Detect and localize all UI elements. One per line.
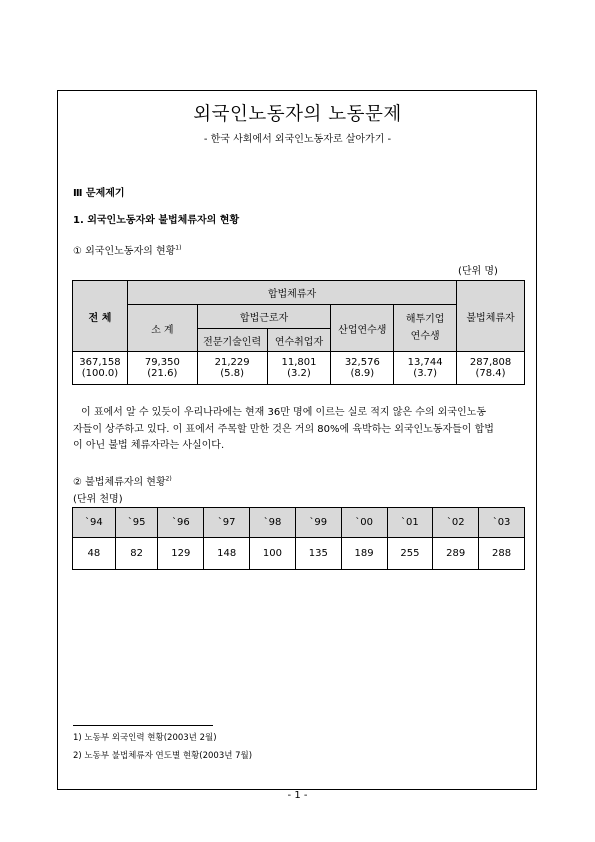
value-cell: 148 <box>204 538 250 570</box>
document-title: 외국인노동자의 노동문제 <box>193 104 402 125</box>
body-paragraph <box>73 405 533 455</box>
cell-trainee-employee: 11,801 (3.2) <box>267 352 331 385</box>
foreign-worker-table <box>72 280 525 385</box>
page-number: - 1 - <box>287 790 308 801</box>
header-illegal-residents: 불법체류자 <box>457 281 525 352</box>
header-professional: 전문기술인력 <box>197 329 267 352</box>
value-cell: 189 <box>341 538 387 570</box>
footnote-ref-1: 1) <box>175 244 182 252</box>
item2-label: ② 불법체류자의 현황 <box>73 477 166 488</box>
value-cell: 288 <box>479 538 525 570</box>
value-cell: 82 <box>115 538 158 570</box>
value-cell: 135 <box>295 538 341 570</box>
section-heading: Ⅲ 문제제기 <box>73 188 125 199</box>
paragraph-line-2: 자들이 상주하고 있다. 이 표에서 주목할 만한 것은 거의 80%에 육박하는 외국인노동자들이 합법 <box>73 423 494 435</box>
document-subtitle: - 한국 사회에서 외국인노동자로 살아가기 - <box>203 134 392 145</box>
table-row <box>73 352 525 385</box>
value-cell: 289 <box>433 538 479 570</box>
year-row <box>73 508 525 538</box>
year-cell: `96 <box>158 508 204 538</box>
header-overseas-trainee: 해투기업 연수생 <box>394 305 457 352</box>
footnote-divider <box>73 725 213 726</box>
year-cell: `97 <box>204 508 250 538</box>
table1-unit: (단위 명) <box>458 266 498 277</box>
value-cell: 255 <box>387 538 433 570</box>
paragraph-line-3: 이 아닌 불법 체류자라는 사실이다. <box>73 440 225 451</box>
year-cell: `00 <box>341 508 387 538</box>
value-cell: 100 <box>250 538 296 570</box>
footnote-2: 2) 노동부 불법체류자 연도별 현황(2003년 7월) <box>73 751 253 761</box>
cell-illegal: 287,808 (78.4) <box>457 352 525 385</box>
item2-heading <box>73 473 172 488</box>
value-cell: 129 <box>158 538 204 570</box>
value-cell: 48 <box>73 538 116 570</box>
cell-industrial-trainee: 32,576 (8.9) <box>331 352 394 385</box>
header-industrial-trainee: 산업연수생 <box>331 305 394 352</box>
header-legal-residents: 합법체류자 <box>127 281 456 305</box>
year-cell: `94 <box>73 508 116 538</box>
year-cell: `98 <box>250 508 296 538</box>
item1-label: ① 외국인노동자의 현황 <box>73 246 176 257</box>
header-legal-workers: 합법근로자 <box>197 305 331 329</box>
footnote-1: 1) 노동부 외국인력 현황(2003년 2월) <box>73 733 217 743</box>
year-cell: `02 <box>433 508 479 538</box>
item1-heading <box>73 242 181 257</box>
year-cell: `01 <box>387 508 433 538</box>
header-trainee-employee: 연수취업자 <box>267 329 331 352</box>
year-cell: `99 <box>295 508 341 538</box>
cell-total: 367,158 (100.0) <box>73 352 128 385</box>
subsection-heading: 1. 외국인노동자와 불법체류자의 현황 <box>73 215 240 226</box>
footnote-ref-2: 2) <box>165 475 172 483</box>
header-subtotal: 소 계 <box>127 305 197 352</box>
paragraph-line-1: 이 표에서 알 수 있듯이 우리나라에는 현재 36만 명에 이르는 실로 적지 않은 수의 외국인노동 <box>81 407 486 418</box>
cell-overseas-trainee: 13,744 (3.7) <box>394 352 457 385</box>
cell-subtotal: 79,350 (21.6) <box>127 352 197 385</box>
header-total: 전 체 <box>73 281 128 352</box>
value-row <box>73 538 525 570</box>
year-cell: `95 <box>115 508 158 538</box>
cell-professional: 21,229 (5.8) <box>197 352 267 385</box>
table2-unit: (단위 천명) <box>73 494 123 505</box>
year-cell: `03 <box>479 508 525 538</box>
illegal-resident-table <box>72 507 525 570</box>
